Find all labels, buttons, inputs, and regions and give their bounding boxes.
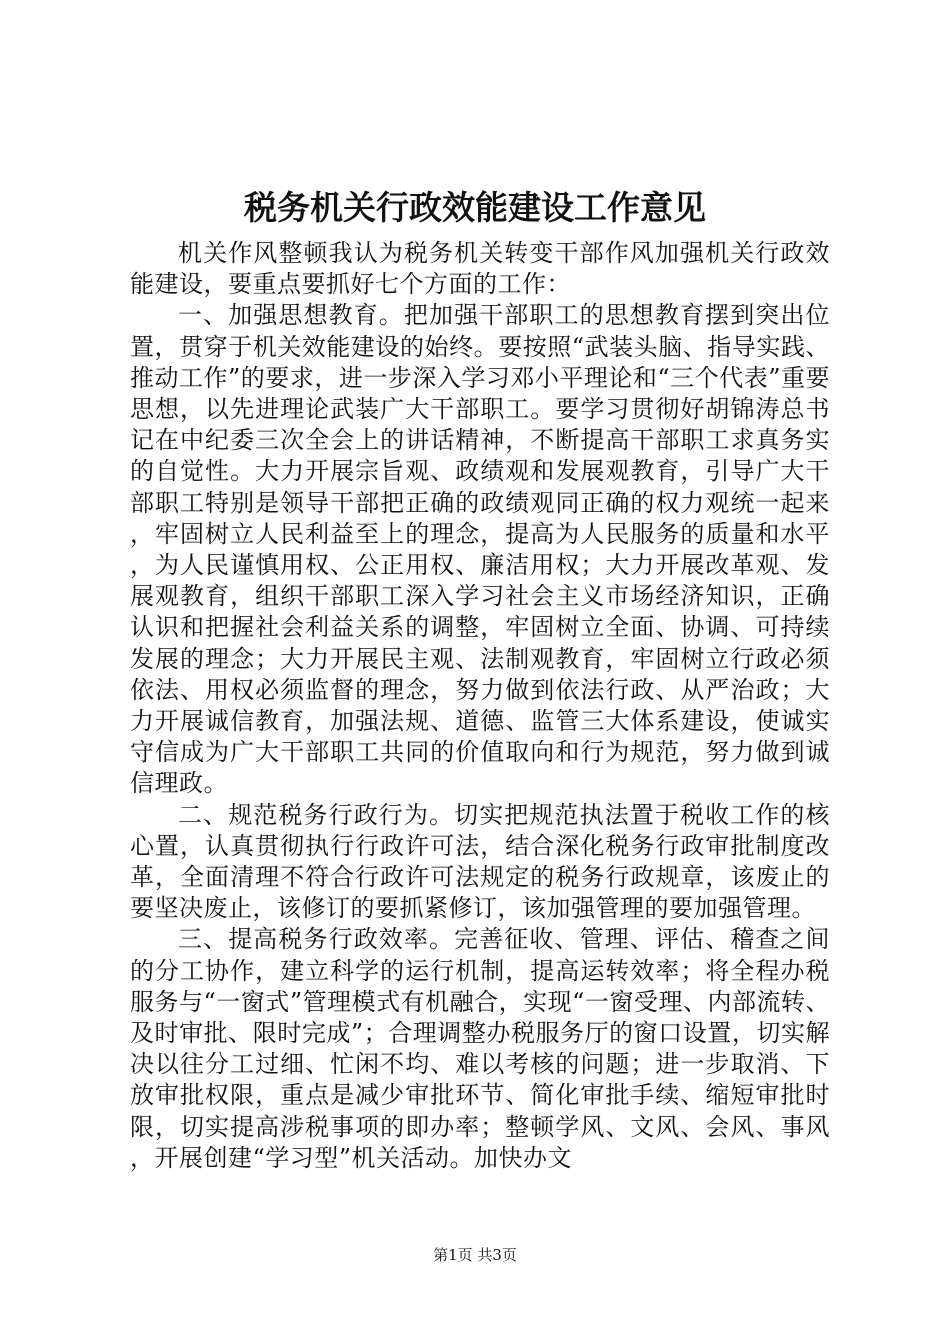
paragraph-section-3: 三、提高税务行政效率。完善征收、管理、评估、稽查之间的分工协作，建立科学的运行机制，提高运转效率；将全程办税服务与“一窗式”管理模式有机融合，实现“一窗受理、内部流转、及时审批、限时完成”；合理调整办税服务厅的窗口设置，切实解决以往分工过细、忙闲不均、难以考核的问题；进一步取消、下放审批权限，重点是减少审批环节、简化审批手续、缩短审批时限，切实提高涉税事项的即办率；整顿学风、文风、会风、事风，开展创建“学习型”机关活动。加快办文 [130,925,830,1172]
document-title: 税务机关行政效能建设工作意见 [244,188,706,227]
paragraph-section-1: 一、加强思想教育。把加强干部职工的思想教育摆到突出位置，贯穿于机关效能建设的始终。要按照“武装头脑、指导实践、推动工作”的要求，进一步深入学习邓小平理论和“三个代表”重要思想，以先进理论武装广大干部职工。要学习贯彻好胡锦涛总书记在中纪委三次全会上的讲话精神，不断提高干部职工求真务实的自觉性。大力开展宗旨观、政绩观和发展观教育，引导广大干部职工特别是领导干部把正确的政绩观同正确的权力观统一起来，牢固树立人民利益至上的理念，提高为人民服务的质量和水平，为人民谨慎用权、公正用权、廉洁用权；大力开展改革观、发展观教育，组织干部职工深入学习社会主义市场经济知识，正确认识和把握社会利益关系的调整，牢固树立全面、协调、可持续发展的理念；大力开展民主观、法制观教育，牢固树立行政必须依法、用权必须监督的理念，努力做到依法行政、从严治政；大力开展诚信教育，加强法规、道德、监管三大体系建设，使诚实守信成为广大干部职工共同的价值取向和行为规范，努力做到诚信理政。 [130,301,830,798]
page-footer: 第1页 共3页 [433,1246,517,1264]
paragraph-section-2: 二、规范税务行政行为。切实把规范执法置于税收工作的核心置，认真贯彻执行行政许可法，结合深化税务行政审批制度改革，全面清理不符合行政许可法规定的税务行政规章，该废止的要坚决废止，该修订的要抓紧修订，该加强管理的要加强管理。 [130,800,830,923]
paragraph-intro: 机关作风整顿我认为税务机关转变干部作风加强机关行政效能建设，要重点要抓好七个方面的工作： [130,239,830,299]
document-body [130,238,830,1174]
